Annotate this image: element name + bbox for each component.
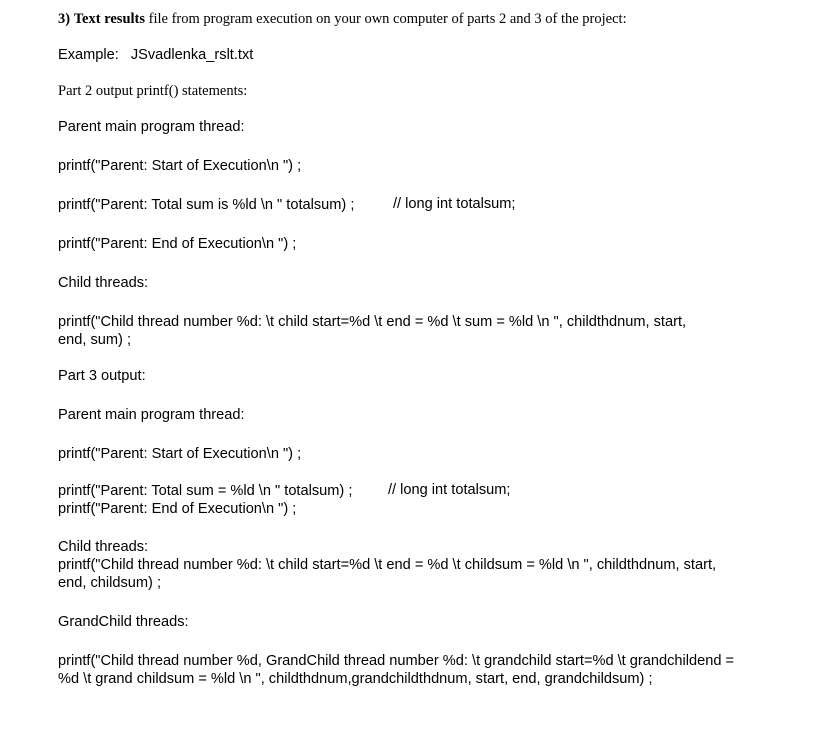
section-title-rest: file from program execution on your own computer of parts 2 and 3 of the project: [145,11,627,27]
part3-parent-end-line: printf("Parent: End of Execution\n ") ; [58,501,297,517]
part3-grandchild-heading: GrandChild threads: [58,614,189,630]
section-heading [58,11,627,28]
part3-child-line-2: end, childsum) ; [58,575,162,591]
part2-child-heading: Child threads: [58,275,149,291]
section-number: 3) [58,11,71,27]
part3-child-heading: Child threads: [58,539,149,555]
part2-parent-start-line: printf("Parent: Start of Execution\n ") ; [58,158,302,174]
part3-grandchild-line-1: printf("Child thread number %d, GrandChild thread number %d: \t grandchild start=%d \t grandchildend = [58,653,735,669]
part3-child-line-1: printf("Child thread number %d: \t child start=%d \t end = %d \t childsum = %ld \n ", childthdnum, start, [58,557,717,573]
part3-parent-start-line: printf("Parent: Start of Execution\n ") ; [58,446,302,462]
example-line [58,46,253,64]
section-title-bold: Text results [73,11,146,27]
part2-parent-end-line: printf("Parent: End of Execution\n ") ; [58,236,297,252]
part2-child-line-1: printf("Child thread number %d: \t child start=%d \t end = %d \t sum = %ld \n ", childthdnum, start, [58,314,687,330]
part2-parent-heading: Parent main program thread: [58,119,245,135]
part3-parent-total-line: printf("Parent: Total sum = %ld \n " totalsum) ; [58,483,353,499]
part3-total-comment: // long int totalsum; [388,482,511,498]
part3-grandchild-line-2: %d \t grand childsum = %ld \n ", childthdnum,grandchildthdnum, start, end, grandchildsum) ; [58,671,653,687]
part3-title: Part 3 output: [58,368,146,384]
example-label: Example: [58,47,119,63]
part2-title: Part 2 output printf() statements: [58,83,248,99]
part2-total-comment: // long int totalsum; [393,196,516,212]
part2-parent-total-line: printf("Parent: Total sum is %ld \n " totalsum) ; [58,197,355,213]
part2-child-line-2: end, sum) ; [58,332,131,348]
part3-parent-heading: Parent main program thread: [58,407,245,423]
example-filename: JSvadlenka_rslt.txt [130,47,254,63]
